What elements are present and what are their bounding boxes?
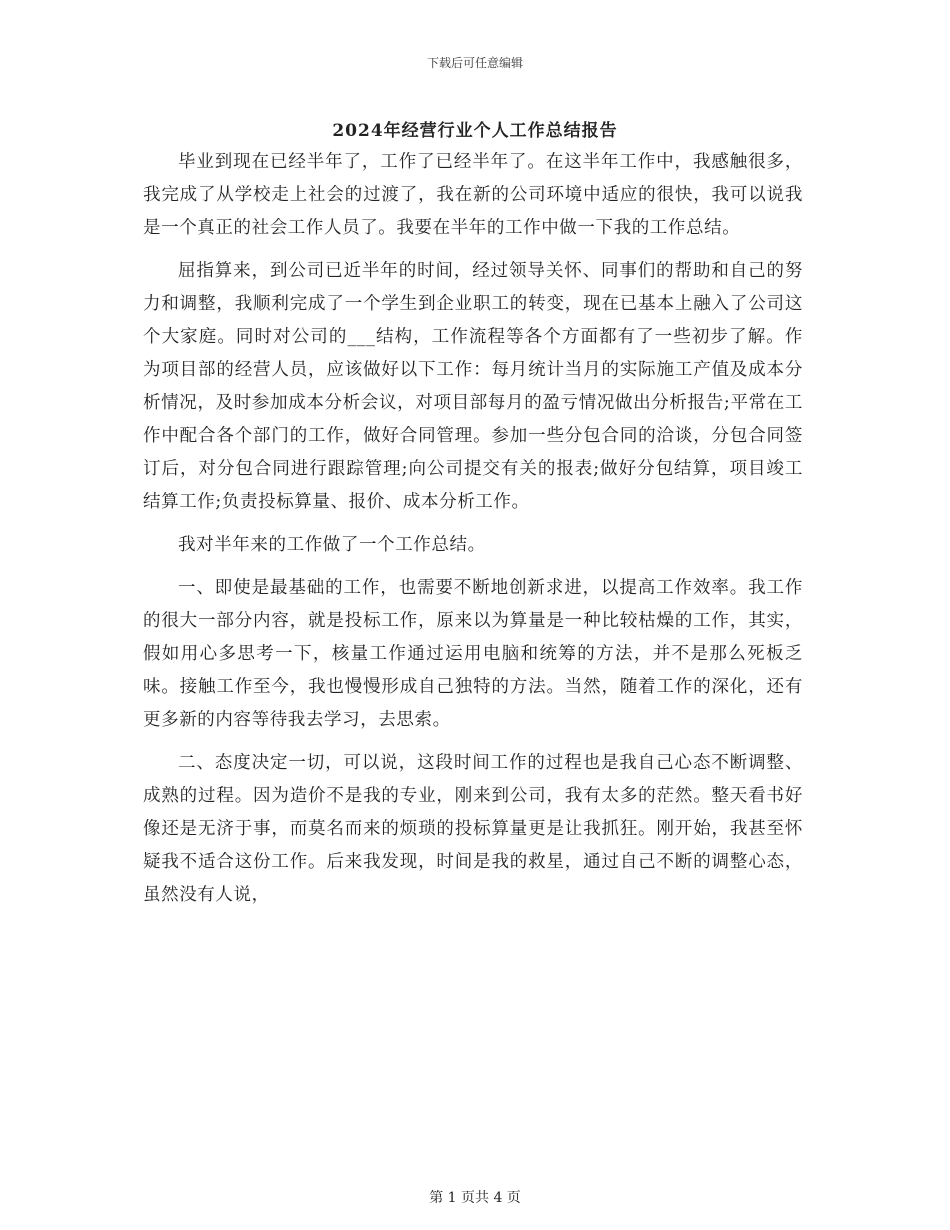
page-header-note: 下载后可任意编辑 [426,56,523,70]
paragraph: 一、即使是最基础的工作，也需要不断地创新求进，以提高工作效率。我工作的很大一部分内容，就是投标工作，原来以为算量是一种比较枯燥的工作，其实，假如用心多思考一下，核量工作通过运用电脑和统筹的方法，并不是那么死板乏味。接触工作至今，我也慢慢形成自己独特的方法。当然，随着工作的深化，还有更多新的内容等待我去学习，去思索。 [143,578,803,730]
paragraph: 毕业到现在已经半年了，工作了已经半年了。在这半年工作中，我感触很多，我完成了从学校走上社会的过渡了，我在新的公司环境中适应的很快，我可以说我是一个真正的社会工作人员了。我要在半年的工作中做一下我的工作总结。 [143,152,803,238]
paragraph: 二、态度决定一切，可以说，这段时间工作的过程也是我自己心态不断调整、成熟的过程。因为造价不是我的专业，刚来到公司，我有太多的茫然。整天看书好像还是无济于事，而莫名而来的烦琐的投标算量更是让我抓狂。刚开始，我甚至怀疑我不适合这份工作。后来我发现，时间是我的救星，通过自己不断的调整心态，虽然没有人说， [143,753,803,905]
document-title: 2024年经营行业个人工作总结报告 [332,121,618,141]
document-body [143,146,803,922]
paragraph: 我对半年来的工作做了一个工作总结。 [178,535,486,555]
page-number-footer: 第 1 页共 4 页 [429,1190,521,1206]
paragraph: 屈指算来，到公司已近半年的时间，经过领导关怀、同事们的帮助和自己的努力和调整，我顺利完成了一个学生到企业职工的转变，现在已基本上融入了公司这个大家庭。同时对公司的___结构，工作流程等各个方面都有了一些初步了解。作为项目部的经营人员，应该做好以下工作：每月统计当月的实际施工产值及成本分析情况，及时参加成本分析会议，对项目部每月的盈亏情况做出分析报告;平常在工作中配合各个部门的工作，做好合同管理。参加一些分包合同的洽谈，分包合同签订后，对分包合同进行跟踪管理;向公司提交有关的报表;做好分包结算，项目竣工结算工作;负责投标算量、报价、成本分析工作。 [143,261,803,512]
